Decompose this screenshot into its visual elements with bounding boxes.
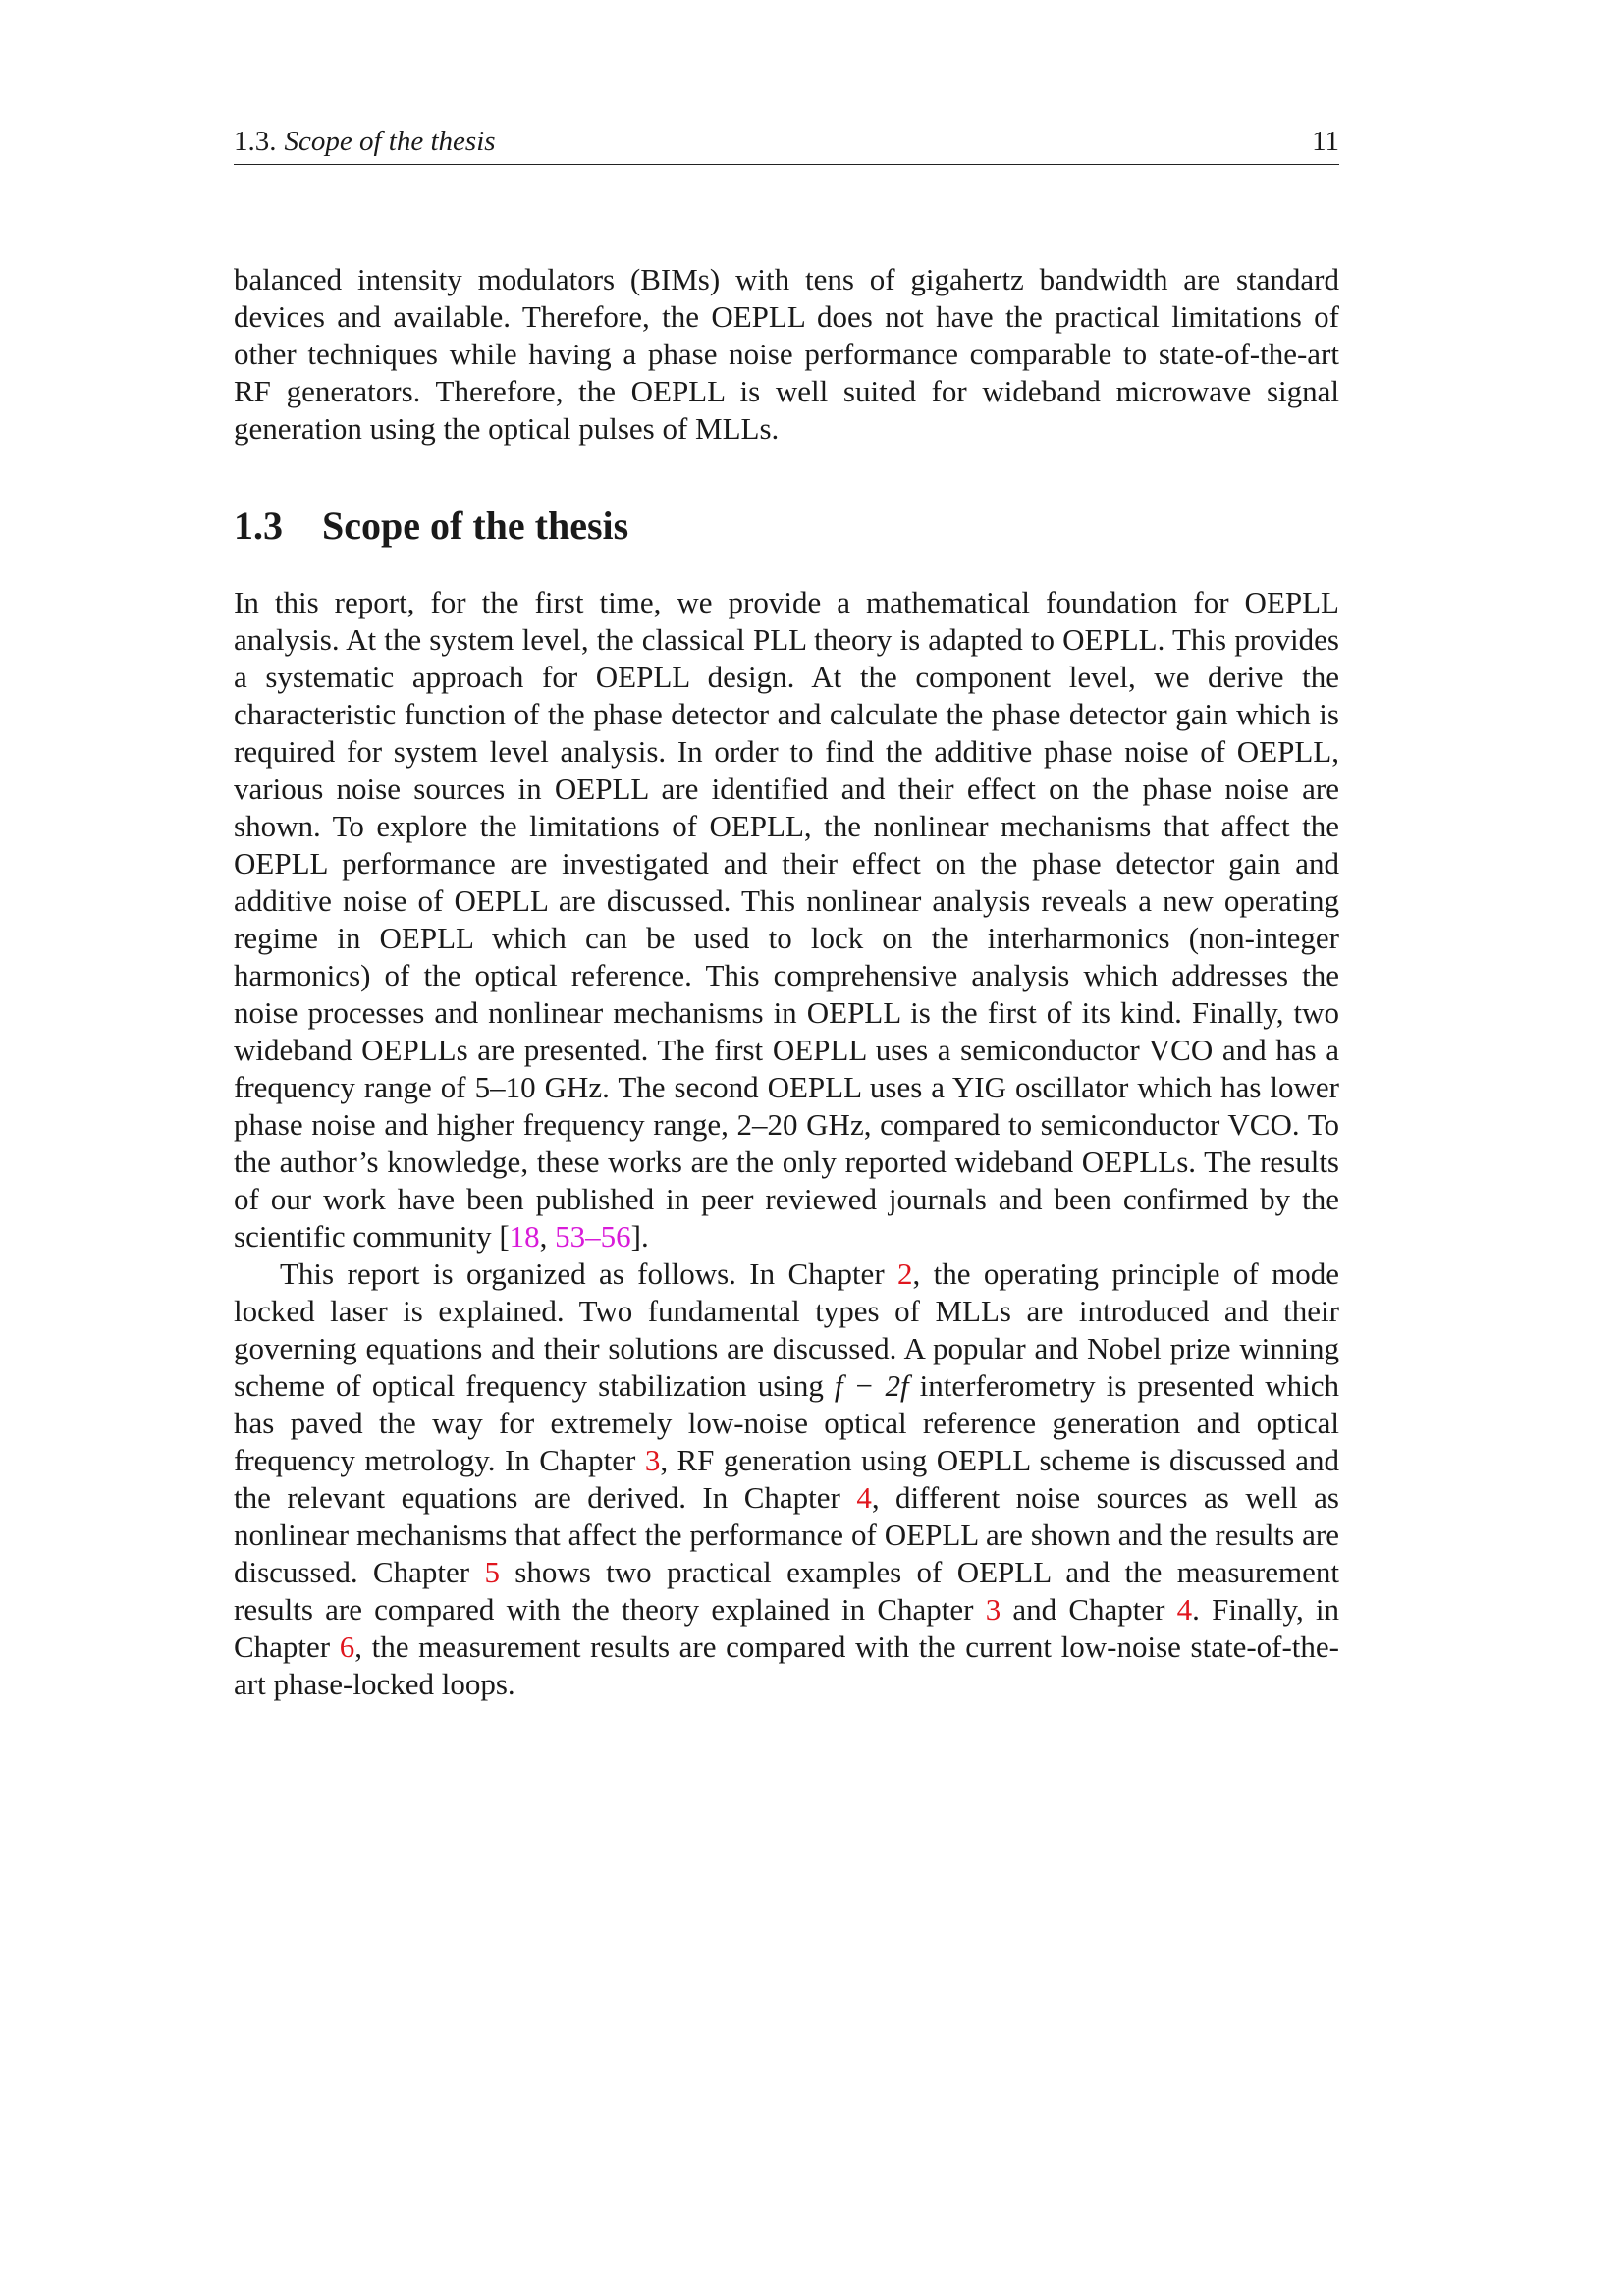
organization-paragraph xyxy=(234,1255,1339,1703)
org-text-5: , different noise sources as well as nonlinear mechanisms that affect the performance of OEPLL are shown and the results are discussed. Chapter xyxy=(234,1480,1339,1589)
citation-link-56[interactable]: 56 xyxy=(600,1219,631,1254)
intro-paragraph: balanced intensity modulators (BIMs) with tens of gigahertz bandwidth are standard devices and available. Therefore, the OEPLL does not have the practical limitations of other techniques while having a phase noise performance comparable to state-of-the-art RF generators. Therefore, the OEPLL is well suited for wideband microwave signal generation using the optical pulses of MLLs. xyxy=(234,262,1339,446)
scope-paragraph-text: In this report, for the first time, we provide a mathematical foundation for OEPLL analysis. At the system level, the classical PLL theory is adapted to OEPLL. This provides a systematic approach for OEPLL design. At the component level, we derive the characteristic function of the phase detector and calculate the phase detector gain which is required for system level analysis. In order to find the additive phase noise of OEPLL, various noise sources in OEPLL are identified and their effect on the phase noise are shown. To explore the limitations of OEPLL, the nonlinear mechanisms that affect the OEPLL performance are investigated and their effect on the phase detector gain and additive noise of OEPLL are discussed. This nonlinear analysis reveals a new operating regime in OEPLL which can be used to lock on the interharmonics (non-integer harmonics) of the optical reference. This comprehensive analysis which addresses the noise processes and nonlinear mechanisms in OEPLL is the first of its kind. Finally, two wideband OEPLLs are presented. The first OEPLL uses a semiconductor VCO and has a frequency range of 5–10 GHz. The second OEPLL uses a YIG oscillator which has lower phase noise and higher frequency range, 2–20 GHz, compared to semiconductor VCO. To the author’s knowledge, these works are the only reported wideband OEPLLs. The results of our work have been published in peer reviewed journals and been confirmed by the scientific community [ xyxy=(234,585,1339,1254)
org-text-8: . Finally, in Chapter xyxy=(234,1592,1340,1664)
org-text-2: , the operating principle of mode locked laser is explained. Two fundamental types of MLLs are introduced and their governing equations and their solutions are discussed. A popular and Nobel prize winning scheme of optical frequency stabilization using xyxy=(234,1256,1339,1403)
citation-link-53[interactable]: 53 xyxy=(555,1219,586,1254)
running-header xyxy=(234,126,1339,165)
page xyxy=(234,126,1339,1703)
chapter-link-4-second[interactable]: 4 xyxy=(1176,1592,1193,1627)
org-text-9: , the measurement results are compared with the current low-noise state-of-the-art phase-locked loops. xyxy=(234,1629,1340,1701)
org-text-1: This report is organized as follows. In Chapter xyxy=(280,1256,898,1291)
chapter-link-5[interactable]: 5 xyxy=(484,1555,500,1589)
org-text-7: and Chapter xyxy=(1001,1592,1177,1627)
header-section-title: Scope of the thesis xyxy=(284,126,496,157)
citation-link-18[interactable]: 18 xyxy=(509,1219,540,1254)
citation-separator: , xyxy=(539,1219,556,1254)
section-heading xyxy=(234,503,1339,549)
org-text-6: shows two practical examples of OEPLL and the measurement results are compared with the theory explained in Chapter xyxy=(234,1555,1339,1627)
header-section xyxy=(234,126,496,158)
section-title: Scope of the thesis xyxy=(322,504,629,548)
header-section-number: 1.3. xyxy=(234,126,277,157)
section-number: 1.3 xyxy=(234,504,283,548)
org-text-3: interferometry is presented which has paved the way for extremely low-noise optical reference generation and optical frequency metrology. In Chapter xyxy=(234,1368,1339,1477)
chapter-link-3-second[interactable]: 3 xyxy=(985,1592,1001,1627)
page-number: 11 xyxy=(1312,126,1339,157)
chapter-link-4[interactable]: 4 xyxy=(856,1480,872,1515)
scope-paragraph xyxy=(234,584,1339,1255)
chapter-link-2[interactable]: 2 xyxy=(897,1256,913,1291)
citation-range-dash: – xyxy=(585,1219,601,1254)
math-f-2f: f − 2f xyxy=(834,1368,909,1403)
org-text-4: , RF generation using OEPLL scheme is discussed and the relevant equations are derived. In Chapter xyxy=(234,1443,1340,1515)
citation-end: ]. xyxy=(630,1219,649,1254)
chapter-link-3[interactable]: 3 xyxy=(644,1443,661,1477)
chapter-link-6[interactable]: 6 xyxy=(339,1629,355,1664)
